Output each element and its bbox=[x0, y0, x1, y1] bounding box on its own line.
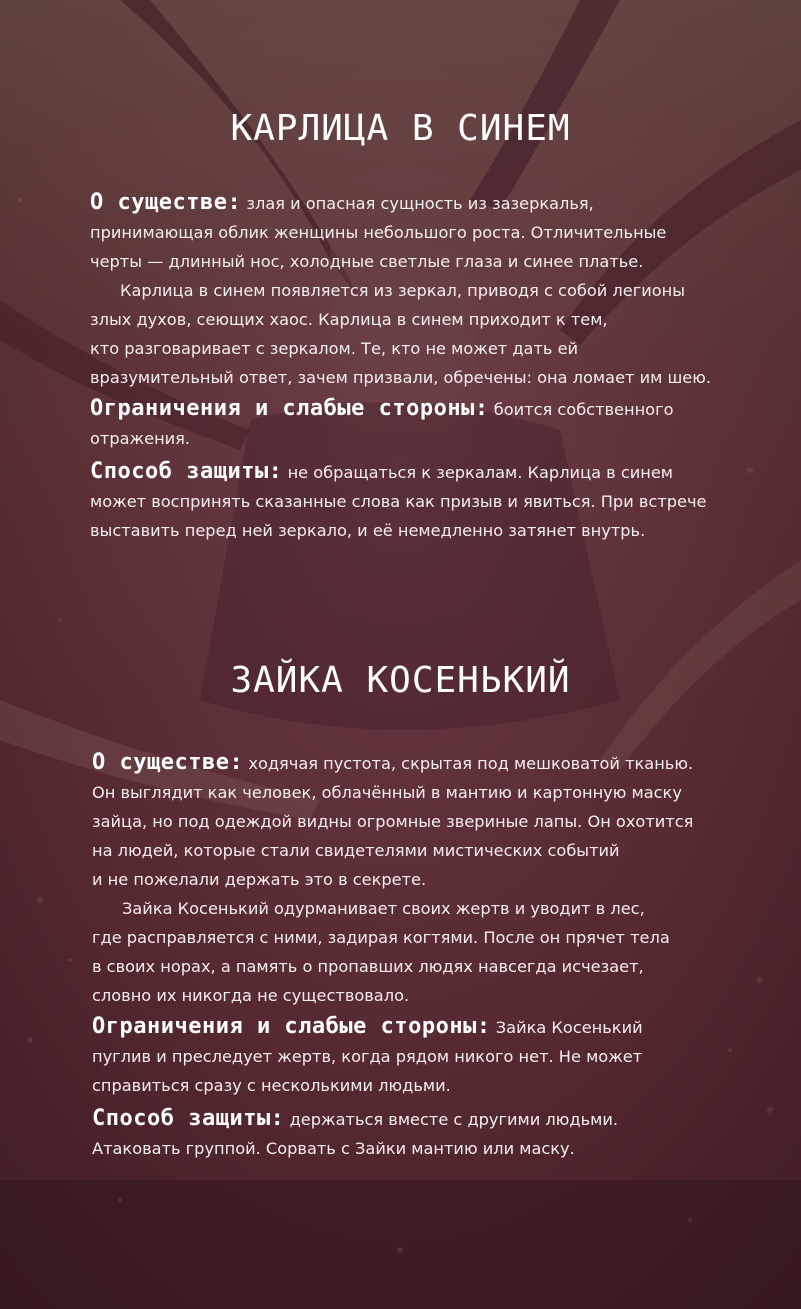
about-paragraph: О существе: ходячая пустота, скрытая под мешковатой тканью. Он выглядит как человек, облачённый в мантию и картонную маску зайца, но под одеждой видны огромные звериные лапы. Он охотится на людей, которые стали свидетелями мистических событий и не пожелали держать это в секрете. Зайка Косенький одурманивает своих жертв и уводит в лес, где расправляется с ними, задирая когтями. После он прячет тела в своих норах, а память о пропавших людях навсегда исчезает, словно их никогда не существовало. bbox=[92, 750, 694, 1005]
defense-label: Способ защиты: bbox=[92, 1106, 285, 1131]
section-zaika bbox=[92, 748, 693, 1163]
defense-paragraph: Способ защиты: не обращаться к зеркалам. Карлица в синем может воспринять сказанные слова как призыв и явиться. При встрече выставить перед ней зеркало, и её немедленно затянет внутрь. bbox=[90, 459, 707, 540]
section-title-karlitsa: КАРЛИЦА В СИНЕМ bbox=[230, 108, 571, 149]
limits-paragraph: Ограничения и слабые стороны: боится собственного отражения. bbox=[90, 396, 674, 448]
limits-label: Ограничения и слабые стороны: bbox=[92, 1014, 491, 1039]
defense-paragraph: Способ защиты: держаться вместе с другими людьми. Атаковать группой. Сорвать с Зайки мантию или маску. bbox=[92, 1106, 618, 1158]
about-paragraph: О существе: злая и опасная сущность из зазеркалья, принимающая облик женщины небольшого роста. Отличительные черты — длинный нос, холодные светлые глаза и синее платье. Карлица в синем появляется из зеркал, приводя с собой легионы злых духов, сеющих хаос. Карлица в синем приходит к тем, кто разговаривает с зеркалом. Те, кто не может дать ей вразумительный ответ, зачем призвали, обречены: она ломает им шею. bbox=[90, 190, 712, 387]
section-karlitsa bbox=[90, 188, 711, 545]
limits-label: Ограничения и слабые стороны: bbox=[90, 396, 489, 421]
limits-paragraph: Ограничения и слабые стороны: Зайка Косенький пуглив и преследует жертв, когда рядом никого нет. Не может справиться сразу с несколькими людьми. bbox=[92, 1014, 643, 1095]
defense-label: Способ защиты: bbox=[90, 459, 283, 484]
about-label: О существе: bbox=[92, 750, 244, 775]
section-title-zaika: ЗАЙКА КОСЕНЬКИЙ bbox=[230, 660, 571, 701]
about-label: О существе: bbox=[90, 190, 242, 215]
